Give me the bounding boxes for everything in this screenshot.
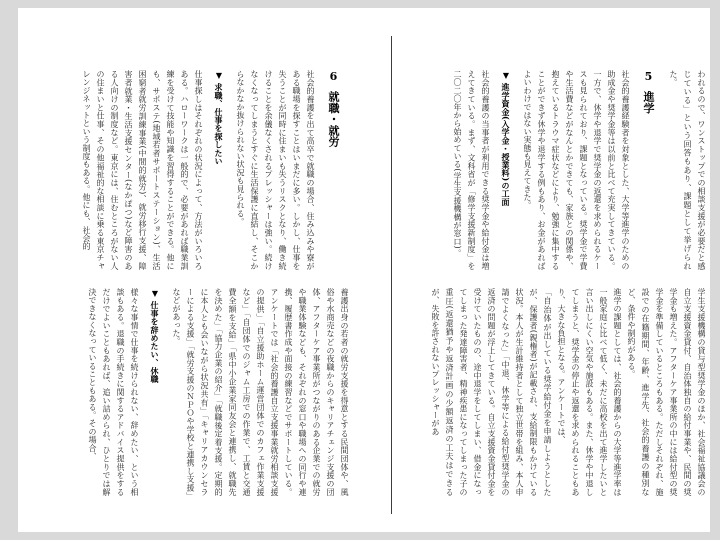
paragraph-challenges: 進学の課題としては、社会的養護からの大学等進学率は一般家庭に比べて低く、未だに高校を出て進学したいと言い出しにくい空気や施設もある。また、休学や中退してしまうと、奨学金の停止や返還を求められることもあり、大きな負担となる。アンケートでは、 [557, 288, 622, 496]
paragraph-survey-quotes: 「自治体が出している奨学給付金を申請しようとしたが、保護者(親権者)が記載され、支給制限もかけている状況。本人が生計維持者として独立世帯を組み、本人申請でよくなった」「中退、休学等による給付型奨学金の返済の問題が浮上してきている。自立支援資金貸付金を受けていたものの、途中退学をしてしまい、借金になってしまった発達障害者、精神疾患になってしまった子の重圧(返還猶予や返済計画の少額返済の工夫はできるが、失敗を許されないプレッシャーがあ [431, 288, 552, 496]
page-gutter-divider [391, 36, 392, 514]
paragraph-previous-section-end: われるので、ワンストップでの相談支援が必要だと感じている」という回答もあり、課題として挙げられた。 [669, 70, 706, 270]
chapter-number: 5 [642, 70, 655, 84]
chapter-title: 就職・就労 [327, 91, 340, 148]
page-section-5-shingaku [406, 70, 716, 516]
right-page-lower-block [406, 288, 708, 496]
subheading-funding: ▼ 進学資金(入学金・授業料)の工面 [501, 70, 511, 206]
right-page-upper-block [406, 70, 708, 270]
paragraph-scholarship-types: 学生支援機構の貸与型奨学金のほか、社会福祉協議会の自立支援資金貸付、自治体独自の給付事業や、民間の奨学金も増えた。アフターケア事業所の中には給付型の奨学金を準備しているところもある。ただしそれぞれ、施設での在籍期間、年齢、進学先、社会的養護の種別など、条件や制約がある。 [627, 288, 706, 496]
paragraph-job-search: 仕事探しはそれぞれの状況によって、方法がいろいろある。ハローワークは一般的で、必要があれば職業訓練を受けて技能や知識を習得することができる。他にも、サポステ(地域若者サポートステーション)、生活困窮者就労訓練事業(中間的就労)、就労移行支援、障害者就業・生活支援センター(なかぽつ)など障害のある人向けの制度など。東京には、住むところがない人の住まいと仕事、その他福祉的な相談に乗る東京チャレンジネットという制度もある。他にも、社会的 [82, 70, 203, 270]
page-section-6-shushoku [46, 70, 359, 516]
left-page-lower-block [46, 288, 351, 496]
paragraph-shingaku-intro: 社会的養護経験者を対象とした、大学等進学のための助成金や奨学金等は以前と比べて充実してきている。一方で、休学や退学で奨学金の返還を求められるケースも見られており、課題となっている。奨学金で学費や生活費などがなんとかできても、家族との関係や、抱えているトラウマ症状などにより、勉強に集中することができず休学や退学する例もあり、お金があればよいわけではない実態も見えてきた。 [523, 70, 630, 270]
paragraph-shushoku-intro: 社会的養護を出て高卒で就職の場合、住み込みや寮がある職場を探すことはいまだに多い。しかし、仕事を失うことが同時に住まいも失うリスクとなり、働き続けることを余儀なくされるプレッシャーは強い。続けなくなってしまうとすぐに生活保護に直結し、そこからなかなか抜けられない状況も見られる。 [236, 70, 315, 270]
chapter-number: 6 [327, 70, 340, 84]
chapter-heading-6 [326, 70, 341, 270]
chapter-heading-5 [641, 70, 656, 270]
book-page-spread [18, 8, 710, 532]
subheading-job-search: ▼ 求職、仕事を探したい [214, 70, 224, 166]
paragraph-quitting: 様々な事情で仕事を続けられない、辞めたい、という相談もある。退職の手続きに関するアドバイス提供をするだけでよいこともあれば、追い詰められ、ひとりでは解決できなくなっていることもある。その場合、 [88, 288, 139, 496]
paragraph-funding: 社会的養護の当事者が利用できる奨学金や給付金は増えてきている。まず、文科省が「修学支援新制度」を二〇二〇年から始めている(学生支援機構が窓口)。 [453, 70, 490, 270]
chapter-title: 進学 [642, 91, 655, 114]
paragraph-support-examples: 養護出身の若者の就労支援を得意とする民間団体や、風俗や水商売などの夜職からのキャリアチェンジ支援の団体、アフターケア事業所がつながりのある企業での就労や職業体験なども、それぞれの窓口や職場への同行や連携、履歴書作成や面接の練習などでサポートしている。アンケートでは「社会的養護自立支援事業就労相談支援の提供」「自立援助ホーム運営団体でのカフェ作業支援など」「自団体でのジャム工房での作業で、工賃と交通費全額を支給」「県中小企業家同友会と連携し、就職先を決めた」「協力企業の紹介」「就職後定着支援。定期的に本人とも会いながら状況共有」「キャリアカウンセラーによる支援」「就労支援のＮＰＯや学校と連携し支援」などがあった。 [172, 288, 349, 496]
subheading-quit-job: ▼ 仕事を辞めたい、休職 [150, 288, 160, 384]
left-page-upper-block [46, 70, 351, 270]
